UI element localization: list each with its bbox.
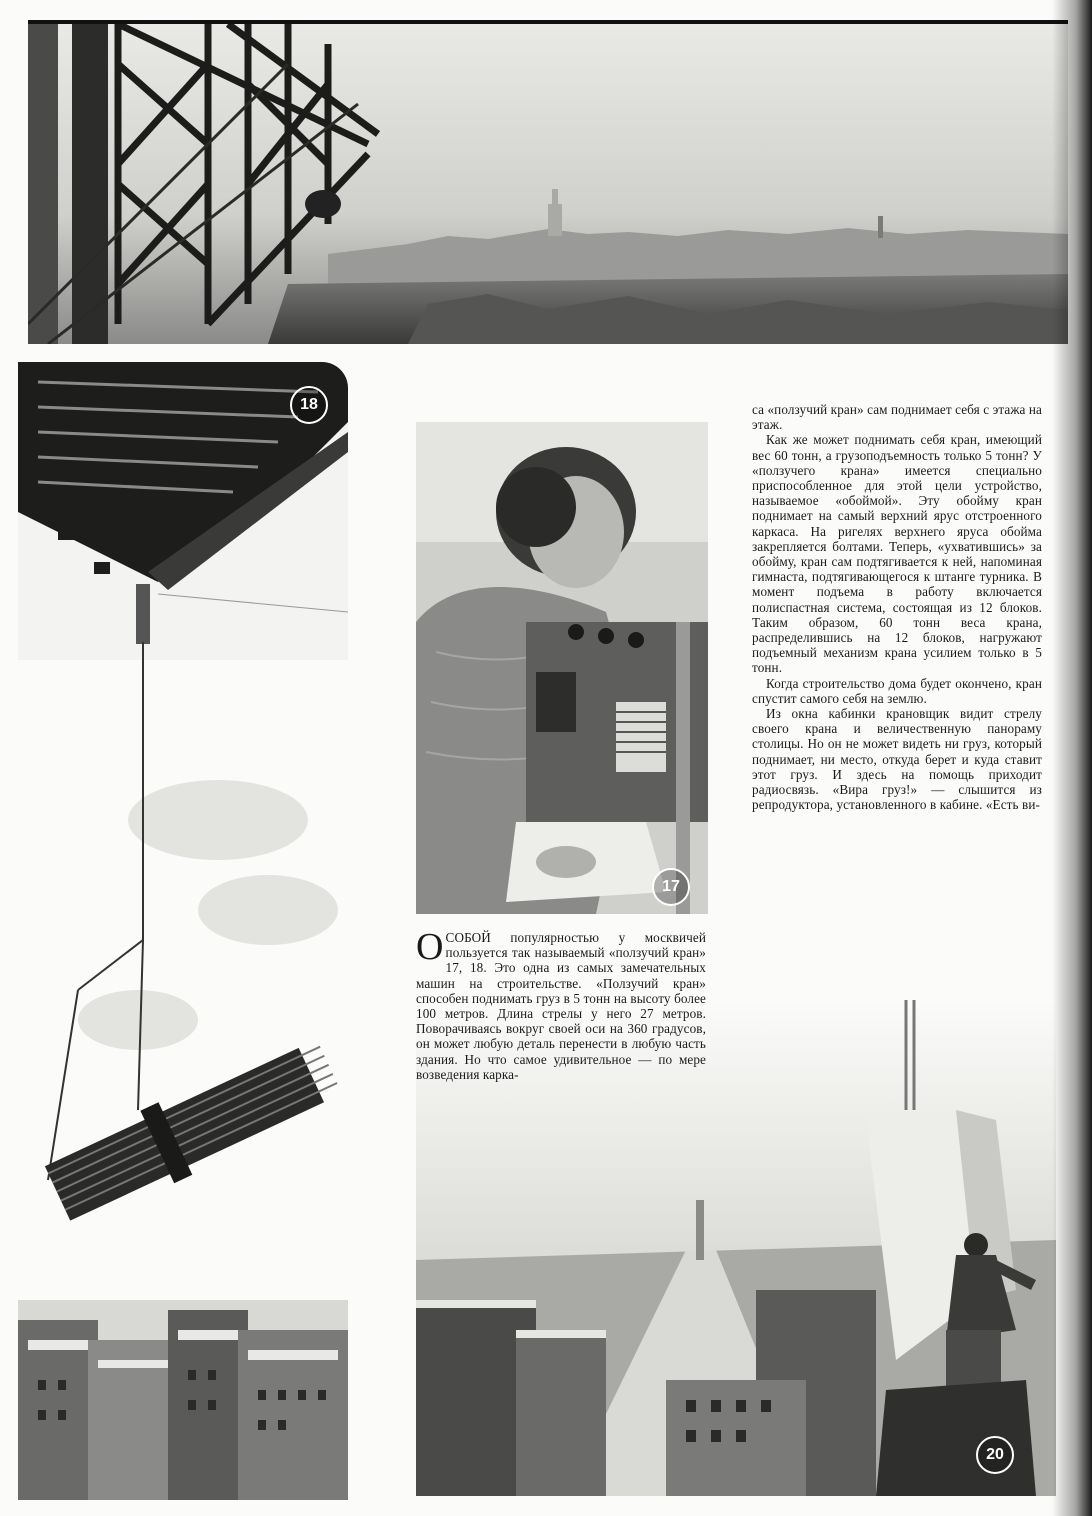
lead-paragraph (416, 926, 706, 1082)
paragraph: Из окна кабинки крановщик видит стрелу своего крана и величественную панораму столицы. Но он не может видеть ни груз, который поднимает, ни место, откуда берет и куда ставит этот груз. И здесь на помощь приходит радиосвязь. «Вира груз!» — слышится из репродуктора, установленного в кабине. «Есть ви- (752, 706, 1042, 813)
photo-crane-hook-load (18, 660, 348, 1320)
lead-text: СОБОЙ популярностью у москвичей пользуется так называемый «ползучий кран» 17, 18. Это одна из самых замечательных машин на строительстве. «Ползучий кран» способен поднимать груз в 5 тонн на высоту более 100 метров. Длина стрелы у него 27 метров. Поворачиваясь вокруг своей оси на 360 градусов, он может любую деталь перенести в любую часть здания. Но что самое удивительное — по мере возведения карка- (416, 930, 706, 1082)
photo-crane-boom-panorama (28, 24, 1068, 344)
photo-number-badge: 20 (976, 1436, 1014, 1474)
page-gutter-shadow (1052, 0, 1092, 1516)
paragraph: Как же может поднимать себя кран, имеющий вес 60 тонн, а грузоподъемность только 5 тонн? У «ползучего крана» имеется специально приспособленное для этой цели устройство, называемое «обоймой». Эту обойму кран поднимает на самый верхний ярус отстроенного каркаса. На ригелях верхнего яруса обойма закрепляется болтами. Теперь, «ухватившись» за обойму, кран сам подтягивается к ней, напоминая гимнаста, подтягивающегося к штанге турника. В момент подъема в работу включается полиспастная система, состоящая из 12 блоков. Таким образом, 60 тонн веса крана, распределившись на 12 блоков, нагружают подъемный механизм крана усилием только в 5 тонн. (752, 432, 1042, 676)
article-column-left (416, 926, 706, 1082)
drop-cap: О (416, 926, 444, 968)
photo-city-rooftops-left (18, 1300, 348, 1500)
paragraph: са «ползучий кран» сам поднимает себя с этажа на этаж. (752, 402, 1042, 433)
photo-number-badge: 18 (290, 386, 328, 424)
paragraph: Когда строительство дома будет окончено, кран спустит самого себя на землю. (752, 675, 1042, 706)
article-column-right (752, 402, 1042, 812)
photo-crane-operator-radio (416, 422, 708, 914)
photo-number-badge: 17 (652, 868, 690, 906)
photo-crane-underside (18, 362, 348, 662)
